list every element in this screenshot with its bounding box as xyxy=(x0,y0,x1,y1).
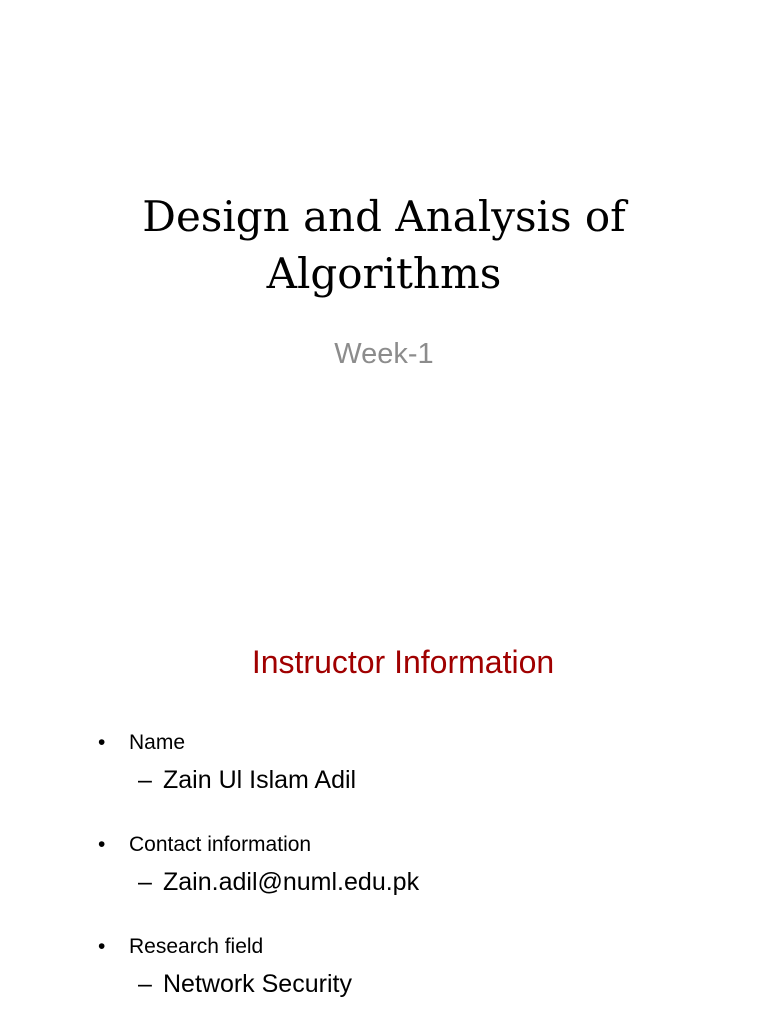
bullet-icon: • xyxy=(98,731,106,754)
dash-icon: – xyxy=(138,868,152,896)
list-item-contact xyxy=(98,828,738,904)
dash-icon: – xyxy=(138,766,152,794)
bullet-list xyxy=(98,726,738,1032)
slide-instructor-info xyxy=(0,576,768,1024)
slide-title-heading xyxy=(0,188,768,302)
bullet-label: Name xyxy=(129,731,186,754)
bullet-label: Research field xyxy=(129,935,264,958)
bullet-icon: • xyxy=(98,833,106,856)
title-line-2: Algorithms xyxy=(266,249,502,298)
title-line-1: Design and Analysis of xyxy=(142,192,626,241)
bullet-value: Network Security xyxy=(163,970,352,998)
bullet-label: Contact information xyxy=(129,833,312,856)
list-item-name xyxy=(98,726,738,802)
bullet-icon: • xyxy=(98,935,106,958)
bullet-value: Zain.adil@numl.edu.pk xyxy=(163,868,420,896)
dash-icon: – xyxy=(138,970,152,998)
slide-subtitle: Week-1 xyxy=(334,338,434,370)
section-heading: Instructor Information xyxy=(251,644,555,680)
list-item-research xyxy=(98,930,738,1006)
bullet-value: Zain Ul Islam Adil xyxy=(163,766,357,794)
